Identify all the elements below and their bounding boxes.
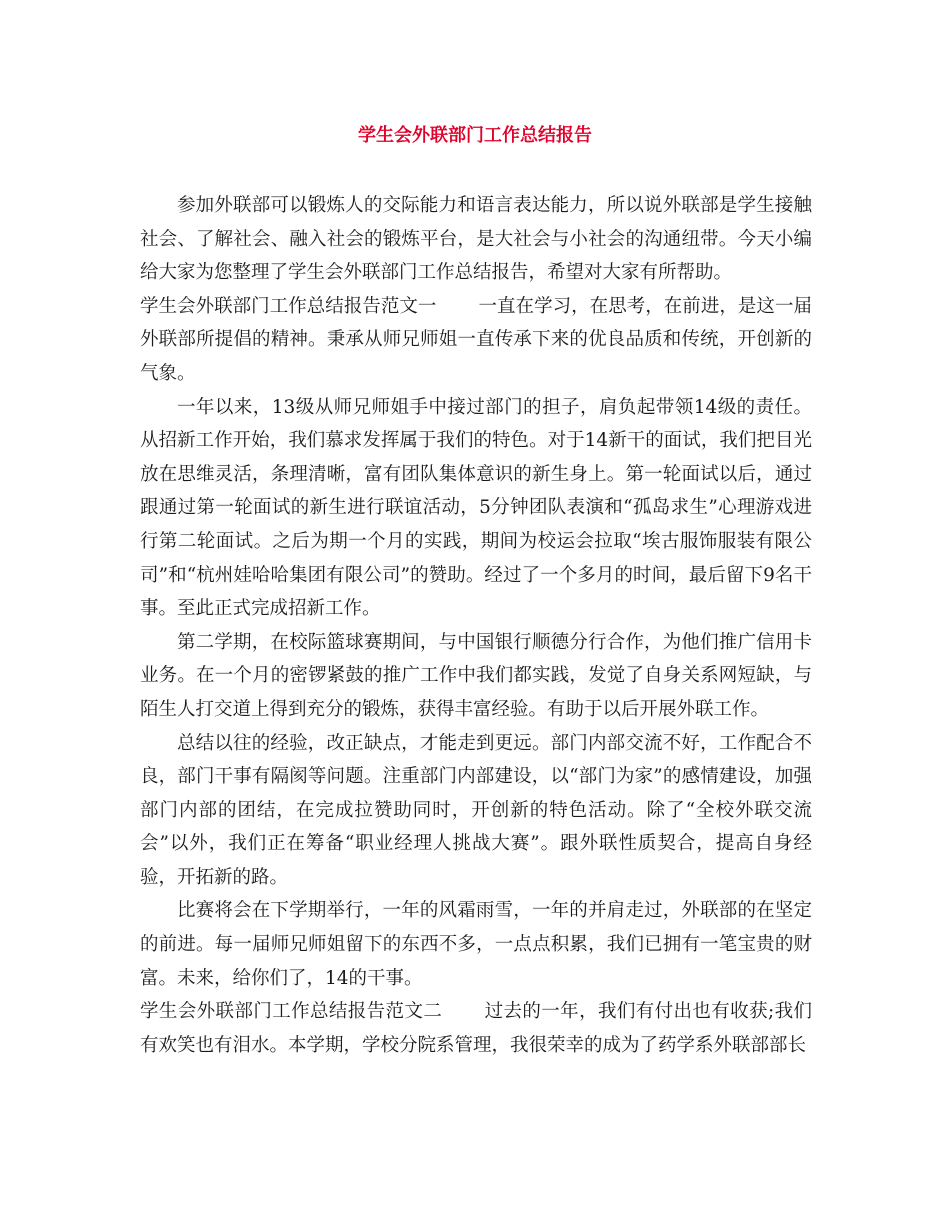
paragraph-text: 过去的一年，我们有付出也有收获;我们有欢笑也有泪水。本学期，学校分院系管理，我很荣幸的成为了药学系外联部部长 bbox=[140, 1001, 812, 1056]
paragraph-second-semester: 第二学期，在校际篮球赛期间，与中国银行顺德分行合作，为他们推广信用卡业务。在一个月的密锣紧鼓的推广工作中我们都实践，发觉了自身关系网短缺，与陌生人打交道上得到充分的锻炼，获得丰富经验。有助于以后开展外联工作。 bbox=[140, 631, 812, 720]
paragraph-text: 一直在学习，在思考，在前进，是这一届外联部所提倡的精神。秉承从师兄师姐一直传承下来的优良品质和传统，开创新的气象。 bbox=[140, 295, 812, 384]
document-title: 学生会外联部门工作总结报告 bbox=[358, 125, 592, 146]
paragraph-sample-two-start bbox=[140, 995, 812, 1062]
paragraph-sample-one-start bbox=[140, 290, 812, 391]
document-body bbox=[140, 189, 812, 1062]
section-heading-sample-two: 学生会外联部门工作总结报告范文二 bbox=[140, 1001, 443, 1023]
paragraph-future: 比赛将会在下学期举行，一年的风霜雨雪，一年的并肩走过，外联部的在坚定的前进。每一届师兄师姐留下的东西不多，一点点积累，我们已拥有一笔宝贵的财富。未来，给你们了，14的干事。 bbox=[140, 900, 812, 989]
paragraph-intro: 参加外联部可以锻炼人的交际能力和语言表达能力，所以说外联部是学生接触社会、了解社会、融入社会的锻炼平台，是大社会与小社会的沟通纽带。今天小编给大家为您整理了学生会外联部门工作总结报告，希望对大家有所帮助。 bbox=[140, 195, 812, 284]
paragraph-recruitment: 一年以来，13级从师兄师姐手中接过部门的担子，肩负起带领14级的责任。从招新工作开始，我们慕求发挥属于我们的特色。对于14新干的面试，我们把目光放在思维灵活，条理清晰，富有团队集体意识的新生身上。第一轮面试以后，通过跟通过第一轮面试的新生进行联谊活动，5分钟团队表演和“孤岛求生”心理游戏进行第二轮面试。之后为期一个月的实践，期间为校运会拉取“埃古服饰服装有限公司”和“杭州娃哈哈集团有限公司”的赞助。经过了一个多月的时间，最后留下9名干事。至此正式完成招新工作。 bbox=[140, 396, 812, 620]
paragraph-summary: 总结以往的经验，改正缺点，才能走到更远。部门内部交流不好，工作配合不良，部门干事有隔阂等问题。注重部门内部建设，以“部门为家”的感情建设，加强部门内部的团结，在完成拉赞助同时，开创新的特色活动。除了“全校外联交流会”以外，我们正在筹备“职业经理人挑战大赛”。跟外联性质契合，提高自身经验，开拓新的路。 bbox=[140, 732, 812, 888]
section-heading-sample-one: 学生会外联部门工作总结报告范文一 bbox=[140, 295, 437, 317]
